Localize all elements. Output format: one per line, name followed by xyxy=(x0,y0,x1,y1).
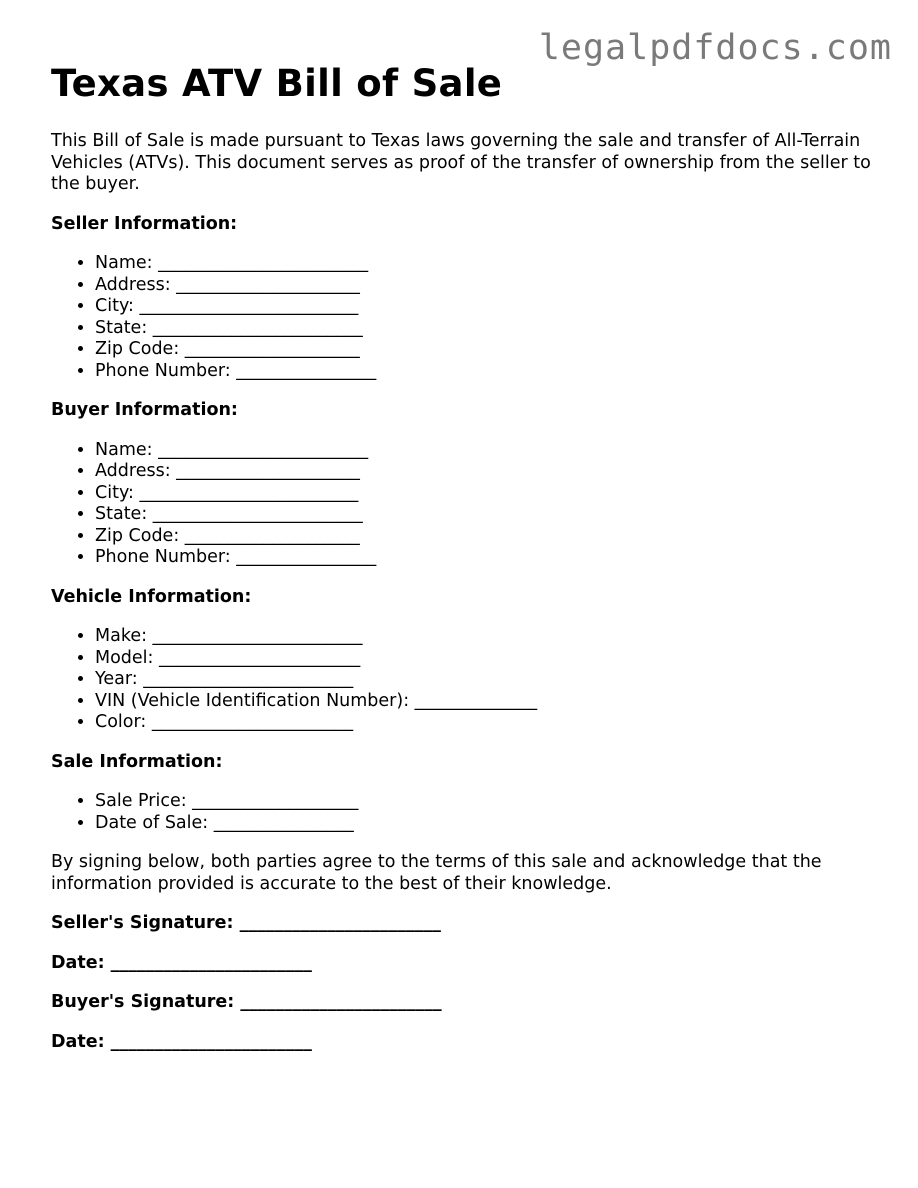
seller-state-field: • State: ________________________ xyxy=(95,318,871,340)
buyer-state-field: • State: ________________________ xyxy=(95,504,871,526)
seller-date-line: Date: _______________________ xyxy=(51,952,312,973)
document-page xyxy=(51,62,871,1071)
buyer-signature-line: Buyer's Signature: _______________________ xyxy=(51,992,442,1012)
seller-signature-line: Seller's Signature: _______________________ xyxy=(51,913,441,933)
vehicle-year-field: • Year: ________________________ xyxy=(95,669,871,691)
vehicle-make-field: • Make: ________________________ xyxy=(95,626,871,648)
seller-zip-field: • Zip Code: ____________________ xyxy=(95,339,871,361)
seller-address-field: • Address: _____________________ xyxy=(95,275,871,297)
sale-heading: Sale Information: xyxy=(51,751,223,772)
sale-list xyxy=(51,791,871,834)
watermark: legalpdfdocs.com xyxy=(538,28,892,68)
sale-price-field: • Sale Price: ___________________ xyxy=(95,791,871,813)
buyer-heading: Buyer Information: xyxy=(51,400,238,420)
vehicle-heading: Vehicle Information: xyxy=(51,586,252,607)
seller-phone-field: • Phone Number: ________________ xyxy=(95,361,871,383)
vehicle-vin-field: • VIN (Vehicle Identification Number): ______________ xyxy=(95,691,871,713)
sale-date-field: • Date of Sale: ________________ xyxy=(95,813,871,835)
vehicle-list xyxy=(51,626,871,734)
vehicle-model-field: • Model: _______________________ xyxy=(95,648,871,670)
buyer-city-field: • City: _________________________ xyxy=(95,483,871,505)
buyer-name-field: • Name: ________________________ xyxy=(95,440,871,462)
page-title: Texas ATV Bill of Sale xyxy=(51,62,503,105)
seller-heading: Seller Information: xyxy=(51,213,238,234)
buyer-address-field: • Address: _____________________ xyxy=(95,461,871,483)
buyer-list xyxy=(51,440,871,569)
seller-name-field: • Name: ________________________ xyxy=(95,253,871,275)
buyer-date-line: Date: _______________________ xyxy=(51,1031,312,1052)
seller-city-field: • City: _________________________ xyxy=(95,296,871,318)
seller-list xyxy=(51,253,871,382)
closing-paragraph: By signing below, both parties agree to the terms of this sale and acknowledge that the information provided is accurate to the best of their knowledge. xyxy=(51,852,822,894)
buyer-phone-field: • Phone Number: ________________ xyxy=(95,547,871,569)
intro-paragraph: This Bill of Sale is made pursuant to Texas laws governing the sale and transfer of All-Terrain Vehicles (ATVs). This document serves as proof of the transfer of ownership from the seller to the buyer. xyxy=(51,131,871,194)
vehicle-color-field: • Color: _______________________ xyxy=(95,712,871,734)
buyer-zip-field: • Zip Code: ____________________ xyxy=(95,526,871,548)
